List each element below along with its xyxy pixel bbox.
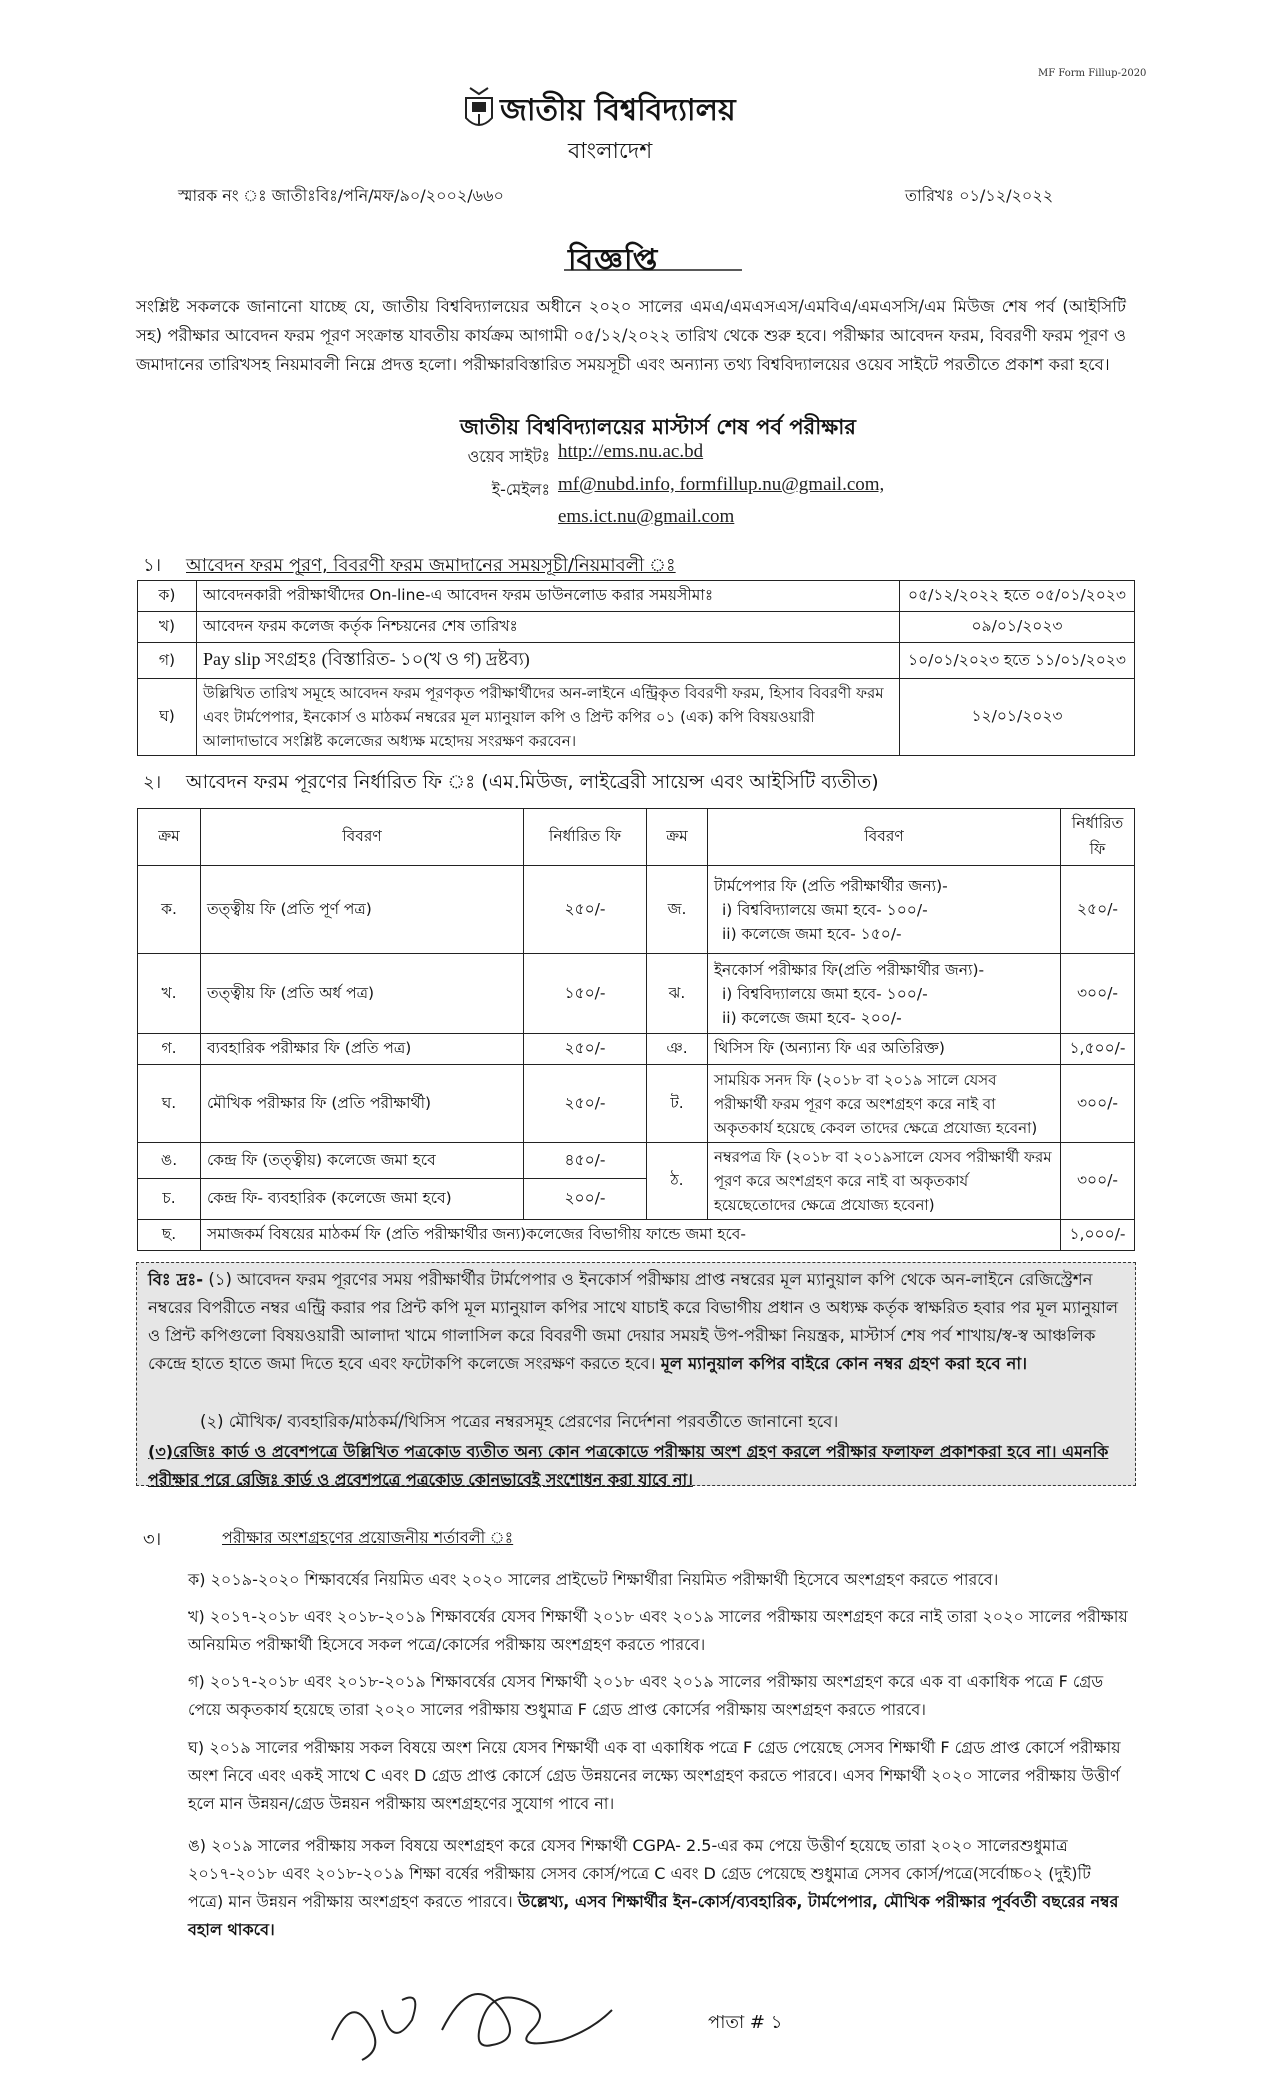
description-cell: সমাজকর্ম বিষয়ের মাঠকর্ম ফি (প্রতি পরীক্ষার্থীর জন্য)কলেজের বিভাগীয় ফান্ডে জমা হবে- xyxy=(201,1220,1061,1251)
condition-item xyxy=(188,1603,1128,1659)
condition-item xyxy=(188,1566,1128,1594)
row-date: ১২/০১/২০২৩ xyxy=(900,679,1135,756)
condition-text: ২০১৭-২০১৮ এবং ২০১৮-২০১৯ শিক্ষাবর্ষের যেসব শিক্ষার্থী ২০১৮ এবং ২০১৯ সালের পরীক্ষায় অংশগ্রহণ করে এক বা একাধিক পত্রে F গ্রেড পেয়ে অকৃতকার্য হয়েছে তারা ২০২০ সালের পরীক্ষায় শুধুমাত্র F গ্রেড প্রাপ্ত কোর্সের পরীক্ষায় অংশগ্রহণ করতে পারবে। xyxy=(188,1672,1104,1719)
serial-cell: ঙ. xyxy=(138,1143,201,1179)
header-serial: ক্রম xyxy=(647,809,708,866)
row-label: ক) xyxy=(138,581,197,612)
row-description: আবেদন ফরম কলেজ কর্তৃক নিশ্চয়নের শেষ তারিখঃ xyxy=(197,612,900,643)
header-description: বিবরণ xyxy=(201,809,524,866)
row-date: ০৯/০১/২০২৩ xyxy=(900,612,1135,643)
table-row xyxy=(138,581,1135,612)
description-cell: কেন্দ্র ফি- ব্যবহারিক (কলেজে জমা হবে) xyxy=(201,1179,524,1220)
serial-cell: ঘ. xyxy=(138,1065,201,1143)
row-description: উল্লিখিত তারিখ সমূহে আবেদন ফরম পূরণকৃত পরীক্ষার্থীদের অন-লাইনে এন্ট্রিকৃত বিবরণী ফরম, হিসাব বিবরণী ফরম এবং টার্মপেপার, ইনকোর্স ও মাঠকর্ম নম্বরের মূল ম্যানুয়াল কপি ও প্রিন্ট কপির ০১ (এক) কপি বিষয়ওয়ারী আলাদাভাবে সংশ্লিষ্ট কলেজের অধ্যক্ষ মহোদয় সংরক্ষণ করবেন। xyxy=(197,679,900,756)
fee-cell: ৩০০/- xyxy=(1061,954,1135,1034)
description-cell: কেন্দ্র ফি (তত্ত্বীয়) কলেজে জমা হবে xyxy=(201,1143,524,1179)
row-label: ঘ) xyxy=(138,679,197,756)
header-fee: নির্ধারিত ফি xyxy=(524,809,647,866)
table-row xyxy=(138,1143,1135,1179)
note-paragraph-1 xyxy=(148,1266,1124,1378)
fee-table xyxy=(137,808,1135,1251)
fee-cell: ৩০০/- xyxy=(1061,1143,1135,1220)
row-date: ১০/০১/২০২৩ হতে ১১/০১/২০২৩ xyxy=(900,643,1135,679)
condition-text: ২০১৯-২০২০ শিক্ষাবর্ষের নিয়মিত এবং ২০২০ সালের প্রাইভেট শিক্ষার্থীরা নিয়মিত পরীক্ষার্থী হিসেবে অংশগ্রহণ করতে পারবে। xyxy=(210,1570,999,1589)
table-row xyxy=(138,643,1135,679)
exam-title: জাতীয় বিশ্ববিদ্যালয়ের মাস্টার্স শেষ পর্ব পরীক্ষার xyxy=(460,415,856,439)
row-date: ০৫/১২/২০২২ হতে ০৫/০১/২০২৩ xyxy=(900,581,1135,612)
header-fee: নির্ধারিত ফি xyxy=(1061,809,1135,866)
condition-label: খ) xyxy=(188,1607,205,1626)
row-label: খ) xyxy=(138,612,197,643)
serial-cell: খ. xyxy=(138,954,201,1034)
website-label: ওয়েব সাইটঃ xyxy=(467,447,550,466)
description-cell: সাময়িক সনদ ফি (২০১৮ বা ২০১৯ সালে যেসব পরীক্ষার্থী ফরম পূরণ করে অংশগ্রহণ করে নাই বা অকৃতকার্য হয়েছে কেবল তাদের ক্ষেত্রে প্রযোজ্য হবেনা) xyxy=(708,1065,1061,1143)
email-label: ই-মেইলঃ xyxy=(491,480,550,499)
description-cell xyxy=(708,866,1061,954)
fee-cell: ২৫০/- xyxy=(524,1034,647,1065)
description-line: টার্মপেপার ফি (প্রতি পরীক্ষার্থীর জন্য)- xyxy=(714,876,948,895)
notice-title: বিজ্ঞপ্তি xyxy=(568,243,659,278)
page-number: পাতা # ১ xyxy=(708,2012,783,2033)
description-cell: নম্বরপত্র ফি (২০১৮ বা ২০১৯সালে যেসব পরীক্ষার্থী ফরম পূরণ করে অংশগ্রহণ করে নাই বা অকৃতকার্য হয়েছেতোদের ক্ষেত্রে প্রযোজ্য হবেনা) xyxy=(708,1143,1061,1220)
description-cell: তত্ত্বীয় ফি (প্রতি অর্ধ পত্র) xyxy=(201,954,524,1034)
fee-cell: ২৫০/- xyxy=(524,1065,647,1143)
table-row xyxy=(138,1220,1135,1251)
serial-cell: ক. xyxy=(138,866,201,954)
header-description: বিবরণ xyxy=(708,809,1061,866)
serial-cell: ঞ. xyxy=(647,1034,708,1065)
memo-number: স্মারক নং ঃ জাতীঃবিঃ/পনি/মফ/৯০/২০০২/৬৬০ xyxy=(178,186,504,205)
condition-label: গ) xyxy=(188,1672,205,1691)
description-line: ii) কলেজে জমা হবে- ২০০/- xyxy=(722,1008,902,1027)
row-label: গ) xyxy=(138,643,197,679)
table-row xyxy=(138,612,1135,643)
email-links-line1[interactable]: mf@nubd.info, formfillup.nu@gmail.com, xyxy=(558,474,885,495)
condition-label: ক) xyxy=(188,1570,206,1589)
fee-cell: ১,৫০০/- xyxy=(1061,1034,1135,1065)
description-line: i) বিশ্ববিদ্যালয়ে জমা হবে- ১০০/- xyxy=(722,984,928,1003)
section1-title: আবেদন ফরম পূরণ, বিবরণী ফরম জমাদানের সময়সূচী/নিয়মাবলী ঃ xyxy=(186,555,676,576)
fee-cell: ১৫০/- xyxy=(524,954,647,1034)
description-line: i) বিশ্ববিদ্যালয়ে জমা হবে- ১০০/- xyxy=(722,900,928,919)
website-link[interactable]: http://ems.nu.ac.bd xyxy=(558,441,704,462)
email-links-line2[interactable]: ems.ict.nu@gmail.com xyxy=(558,506,735,527)
condition-item xyxy=(188,1668,1128,1724)
fee-cell: ৪৫০/- xyxy=(524,1143,647,1179)
row-description: Pay slip সংগ্রহঃ (বিস্তারিত- ১০(খ ও গ) দ্রষ্টব্য) xyxy=(197,643,900,679)
fee-cell: ১,০০০/- xyxy=(1061,1220,1135,1251)
table-header-row xyxy=(138,809,1135,866)
serial-cell: চ. xyxy=(138,1179,201,1220)
note-paragraph-3: (৩)রেজিঃ কার্ড ও প্রবেশপত্রে উল্লিখিত পত্রকোড ব্যতীত অন্য কোন পত্রকোডে পরীক্ষায় অংশ গ্রহণ করলে পরীক্ষার ফলাফল প্রকাশকরা হবে না। এমনকি পরীক্ষার পরে রেজিঃ কার্ড ও প্রবেশপত্রে পত্রকোড কোনভাবেই সংশোধন করা যাবে না। xyxy=(148,1442,1109,1489)
intro-paragraph: সংশ্লিষ্ট সকলকে জানানো যাচ্ছে যে, জাতীয় বিশ্ববিদ্যালয়ের অধীনে ২০২০ সালের এমএ/এমএসএস/এমবিএ/এমএসসি/এম মিউজ শেষ পর্ব (আইসিটি সহ) পরীক্ষার আবেদন ফরম পূরণ সংক্রান্ত যাবতীয় কার্যক্রম আগামী ০৫/১২/২০২২ তারিখ থেকে শুরু হবে। পরীক্ষার আবেদন ফরম, বিবরণী ফরম পূরণ ও জমাদানের তারিখসহ নিয়মাবলী নিম্নে প্রদত্ত হলো। পরীক্ষারবিস্তারিত সময়সূচী এবং অন্যান্য তথ্য বিশ্ববিদ্যালয়ের ওয়েব সাইটে পরতীতে প্রকাশ করা হবে। xyxy=(136,297,1126,374)
university-logo-icon xyxy=(462,84,496,134)
serial-cell: ঝ. xyxy=(647,954,708,1034)
section2-title: আবেদন ফরম পূরণের নির্ধারিত ফি ঃ (এম.মিউজ, লাইব্রেরী সায়েন্স এবং আইসিটি ব্যতীত) xyxy=(186,771,879,793)
condition-label: ঘ) xyxy=(188,1738,205,1757)
serial-cell: জ. xyxy=(647,866,708,954)
serial-cell: ট. xyxy=(647,1065,708,1143)
fee-cell: ২৫০/- xyxy=(524,866,647,954)
note-text: (১) আবেদন ফরম পূরণের সময় পরীক্ষার্থীর টার্মপেপার ও ইনকোর্স পরীক্ষায় প্রাপ্ত নম্বরের মূল ম্যানুয়াল কপি থেকে অন-লাইনে রেজিস্ট্রেশন নম্বরের বিপরীতে নম্বর এন্ট্রি করার পর প্রিন্ট কপি মূল ম্যানুয়াল কপির সাথে যাচাই করে বিভাগীয় প্রধান ও অধ্যক্ষ কর্তৃক স্বাক্ষরিত হবার পর মূল ম্যানুয়াল ও প্রিন্ট কপিগুলো বিষয়ওয়ারী আলাদা খামে গালাসিল করে বিবরণী জমা দেয়ার সময়ই উপ-পরীক্ষা নিয়ন্ত্রক, মাস্টার্স শেষ পর্ব শাখায়/স্ব-স্ব আঞ্চলিক কেন্দ্রে হাতে হাতে জমা দিতে হবে এবং ফটোকপি কলেজে সংরক্ষণ করতে হবে। xyxy=(148,1270,1119,1373)
serial-cell: গ. xyxy=(138,1034,201,1065)
table-row xyxy=(138,866,1135,954)
table-row xyxy=(138,679,1135,756)
fee-cell: ২০০/- xyxy=(524,1179,647,1220)
description-cell: তত্ত্বীয় ফি (প্রতি পূর্ণ পত্র) xyxy=(201,866,524,954)
schedule-table xyxy=(137,580,1135,756)
serial-cell: ঠ. xyxy=(647,1143,708,1220)
note-bold-text: মূল ম্যানুয়াল কপির বাইরে কোন নম্বর গ্রহণ করা হবে না। xyxy=(660,1354,1028,1373)
country-name: বাংলাদেশ xyxy=(568,139,653,164)
section3-number: ৩। xyxy=(143,1529,162,1550)
row-description: আবেদনকারী পরীক্ষার্থীদের On-line-এ আবেদন ফরম ডাউনলোড করার সময়সীমাঃ xyxy=(197,581,900,612)
header-serial: ক্রম xyxy=(138,809,201,866)
signature-icon xyxy=(322,1950,622,2070)
description-cell: মৌখিক পরীক্ষার ফি (প্রতি পরীক্ষার্থী) xyxy=(201,1065,524,1143)
notice-date: তারিখঃ ০১/১২/২০২২ xyxy=(905,186,1054,205)
description-cell: ব্যবহারিক পরীক্ষার ফি (প্রতি পত্র) xyxy=(201,1034,524,1065)
table-row xyxy=(138,1065,1135,1143)
serial-cell: ছ. xyxy=(138,1220,201,1251)
note-label: বিঃ দ্রঃ- xyxy=(148,1270,204,1289)
condition-text: ২০১৯ সালের পরীক্ষায় সকল বিষয়ে অংশগ্রহণ করে যেসব শিক্ষার্থী CGPA- 2.5-এর কম পেয়ে উত্তীর্ণ হয়েছে তারা ২০২০ সালেরশুধুমাত্র ২০১৭-২০১৮ এবং ২০১৮-২০১৯ শিক্ষা বর্ষের পরীক্ষায় সেসব কোর্স/পত্রে C এবং D গ্রেড পেয়েছে শুধুমাত্র সেসব কোর্স/পত্রে(সর্বোচ্চ০২ (দুই)টি পত্রে) মান উন্নয়ন পরীক্ষায় অংশগ্রহণ করতে পারবে। xyxy=(188,1836,1091,1911)
note-paragraph-2: (২) মৌখিক/ ব্যবহারিক/মাঠকর্ম/থিসিস পত্রের নম্বরসমূহ প্রেরণের নির্দেশনা পরবর্তীতে জানানো হবে। xyxy=(200,1412,839,1431)
condition-label: ঙ) xyxy=(188,1836,206,1855)
description-line: ইনকোর্স পরীক্ষার ফি(প্রতি পরীক্ষার্থীর জন্য)- xyxy=(714,960,985,979)
table-row xyxy=(138,1034,1135,1065)
condition-text: ২০১৯ সালের পরীক্ষায় সকল বিষয়ে অংশ নিয়ে যেসব শিক্ষার্থী এক বা একাধিক পত্রে F গ্রেড পেয়েছে সেসব শিক্ষার্থী F গ্রেড প্রাপ্ত কোর্সে পরীক্ষায় অংশ নিবে এবং একই সাথে C এবং D গ্রেড প্রাপ্ত কোর্সে গ্রেড উন্নয়নের লক্ষ্যে অংশগ্রহণ করতে পারবে। এসব শিক্ষার্থী ২০২০ সালের পরীক্ষায় উত্তীর্ণ হলে মান উন্নয়ন/গ্রেড উন্নয়ন পরীক্ষায় অংশগ্রহণের সুযোগ পাবে না। xyxy=(188,1738,1121,1813)
table-row xyxy=(138,954,1135,1034)
section2-number: ২। xyxy=(143,772,162,793)
section1-number: ১। xyxy=(143,555,162,576)
form-reference: MF Form Fillup-2020 xyxy=(1038,68,1147,79)
condition-item xyxy=(188,1734,1128,1818)
description-cell: থিসিস ফি (অন্যান্য ফি এর অতিরিক্ত) xyxy=(708,1034,1061,1065)
description-cell xyxy=(708,954,1061,1034)
condition-bold-text: উল্লেখ্য, এসব শিক্ষার্থীর ইন-কোর্স/ব্যবহারিক, টার্মপেপার, মৌখিক পরীক্ষার পূর্ববর্তী বছরের নম্বর বহাল থাকবে। xyxy=(188,1892,1119,1939)
condition-text: ২০১৭-২০১৮ এবং ২০১৮-২০১৯ শিক্ষাবর্ষের যেসব শিক্ষার্থী ২০১৮ এবং ২০১৯ সালের পরীক্ষায় অংশগ্রহণ করে নাই তারা ২০২০ সালের পরীক্ষায় অনিয়মিত পরীক্ষার্থী হিসেবে সকল পত্রে/কোর্সের পরীক্ষায় অংশগ্রহণ করতে পারবে। xyxy=(188,1607,1128,1654)
description-line: ii) কলেজে জমা হবে- ১৫০/- xyxy=(722,924,902,943)
section3-title: পরীক্ষার অংশগ্রহণের প্রয়োজনীয় শর্তাবলী ঃ xyxy=(222,1528,514,1547)
condition-item xyxy=(188,1832,1128,1944)
university-name: জাতীয় বিশ্ববিদ্যালয় xyxy=(500,93,736,128)
fee-cell: ২৫০/- xyxy=(1061,866,1135,954)
fee-cell: ৩০০/- xyxy=(1061,1065,1135,1143)
